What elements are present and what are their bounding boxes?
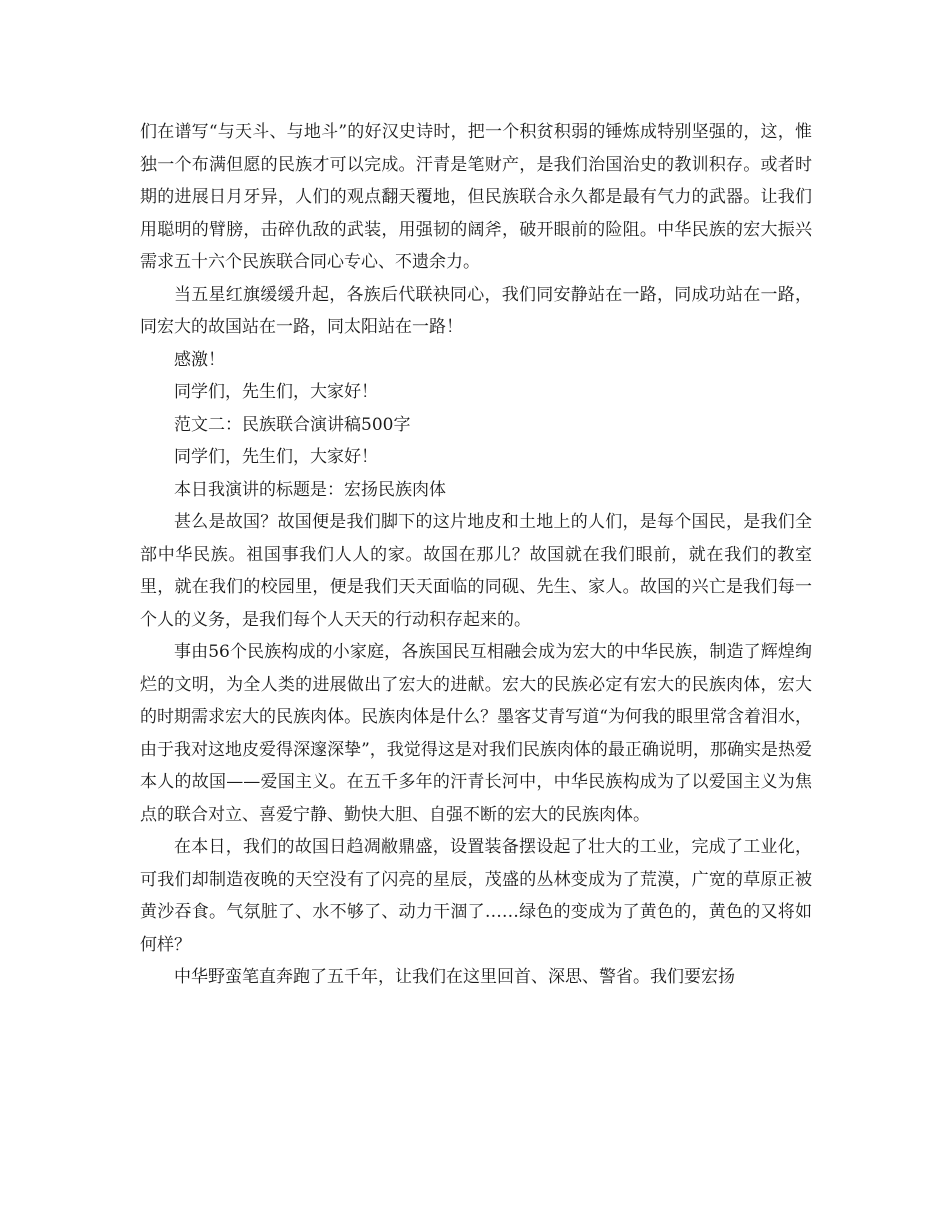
paragraph-thanks: 感激！	[174, 349, 225, 370]
paragraph-industrialization: 在本日，我们的故国日趋凋敝鼎盛，设置装备摆设起了壮大的工业，完成了工业化，可我们却制造夜晚的天空没有了闪亮的星辰，茂盛的丛林变成为了荒漠，广宽的草原正被黄沙吞食。气氛脏了、水不够了、动力干涸了……绿色的变成为了黄色的，黄色的又将如何样？	[140, 837, 812, 955]
paragraph-speech-title: 本日我演讲的标题是：宏扬民族肉体	[174, 479, 446, 500]
paragraph-unity-history: 们在谱写“与天斗、与地斗”的好汉史诗时，把一个积贫积弱的锤炼成特别坚强的，这，惟独一个布满但愿的民族才可以完成。汗青是笔财产，是我们治国治史的教训积存。或者时期的进展日月牙异，人们的观点翻天覆地，但民族联合永久都是最有气力的武器。让我们用聪明的臂膀，击碎仇敌的武装，用强韧的阔斧，破开眼前的险阻。中华民族的宏大振兴需求五十六个民族联合同心专心、不遗余力。	[140, 122, 812, 272]
paragraph-greeting-1: 同学们，先生们，大家好！	[174, 382, 378, 402]
paragraph-national-spirit: 事由56个民族构成的小家庭，各族国民互相融会成为宏大的中华民族，制造了辉煌绚烂的文明，为全人类的进展做出了宏大的进献。宏大的民族必定有宏大的民族肉体，宏大的时期需求宏大的民族肉体。民族肉体是什么？墨客艾青写道“为何我的眼里常含着泪水，由于我对这地皮爱得深邃深挚”，我觉得这是对我们民族肉体的最正确说明，那确实是热爱本人的故国——爱国主义。在五千多年的汗青长河中，中华民族构成为了以爱国主义为焦点的联合对立、喜爱宁静、勤快大胆、自强不断的宏大的民族肉体。	[140, 642, 812, 825]
section-heading-sample-two: 范文二：民族联合演讲稿500字	[174, 414, 411, 435]
paragraph-reflection: 中华野蛮笔直奔跑了五千年，让我们在这里回首、深思、警省。我们要宏扬	[174, 967, 735, 987]
paragraph-what-is-motherland: 甚么是故国？故国便是我们脚下的这片地皮和土地上的人们，是每个国民，是我们全部中华民族。祖国事我们人人的家。故国在那儿？故国就在我们眼前，就在我们的教室里，就在我们的校园里，便是我们天天面临的同砚、先生、家人。故国的兴亡是我们每一个人的义务，是我们每个人天天的行动积存起来的。	[140, 512, 812, 630]
paragraph-flag-rising: 当五星红旗缓缓升起，各族后代联袂同心，我们同安静站在一路，同成功站在一路，同宏大的故国站在一路，同太阳站在一路！	[140, 284, 812, 337]
document-page	[140, 116, 812, 994]
paragraph-greeting-2: 同学们，先生们，大家好！	[174, 447, 378, 467]
